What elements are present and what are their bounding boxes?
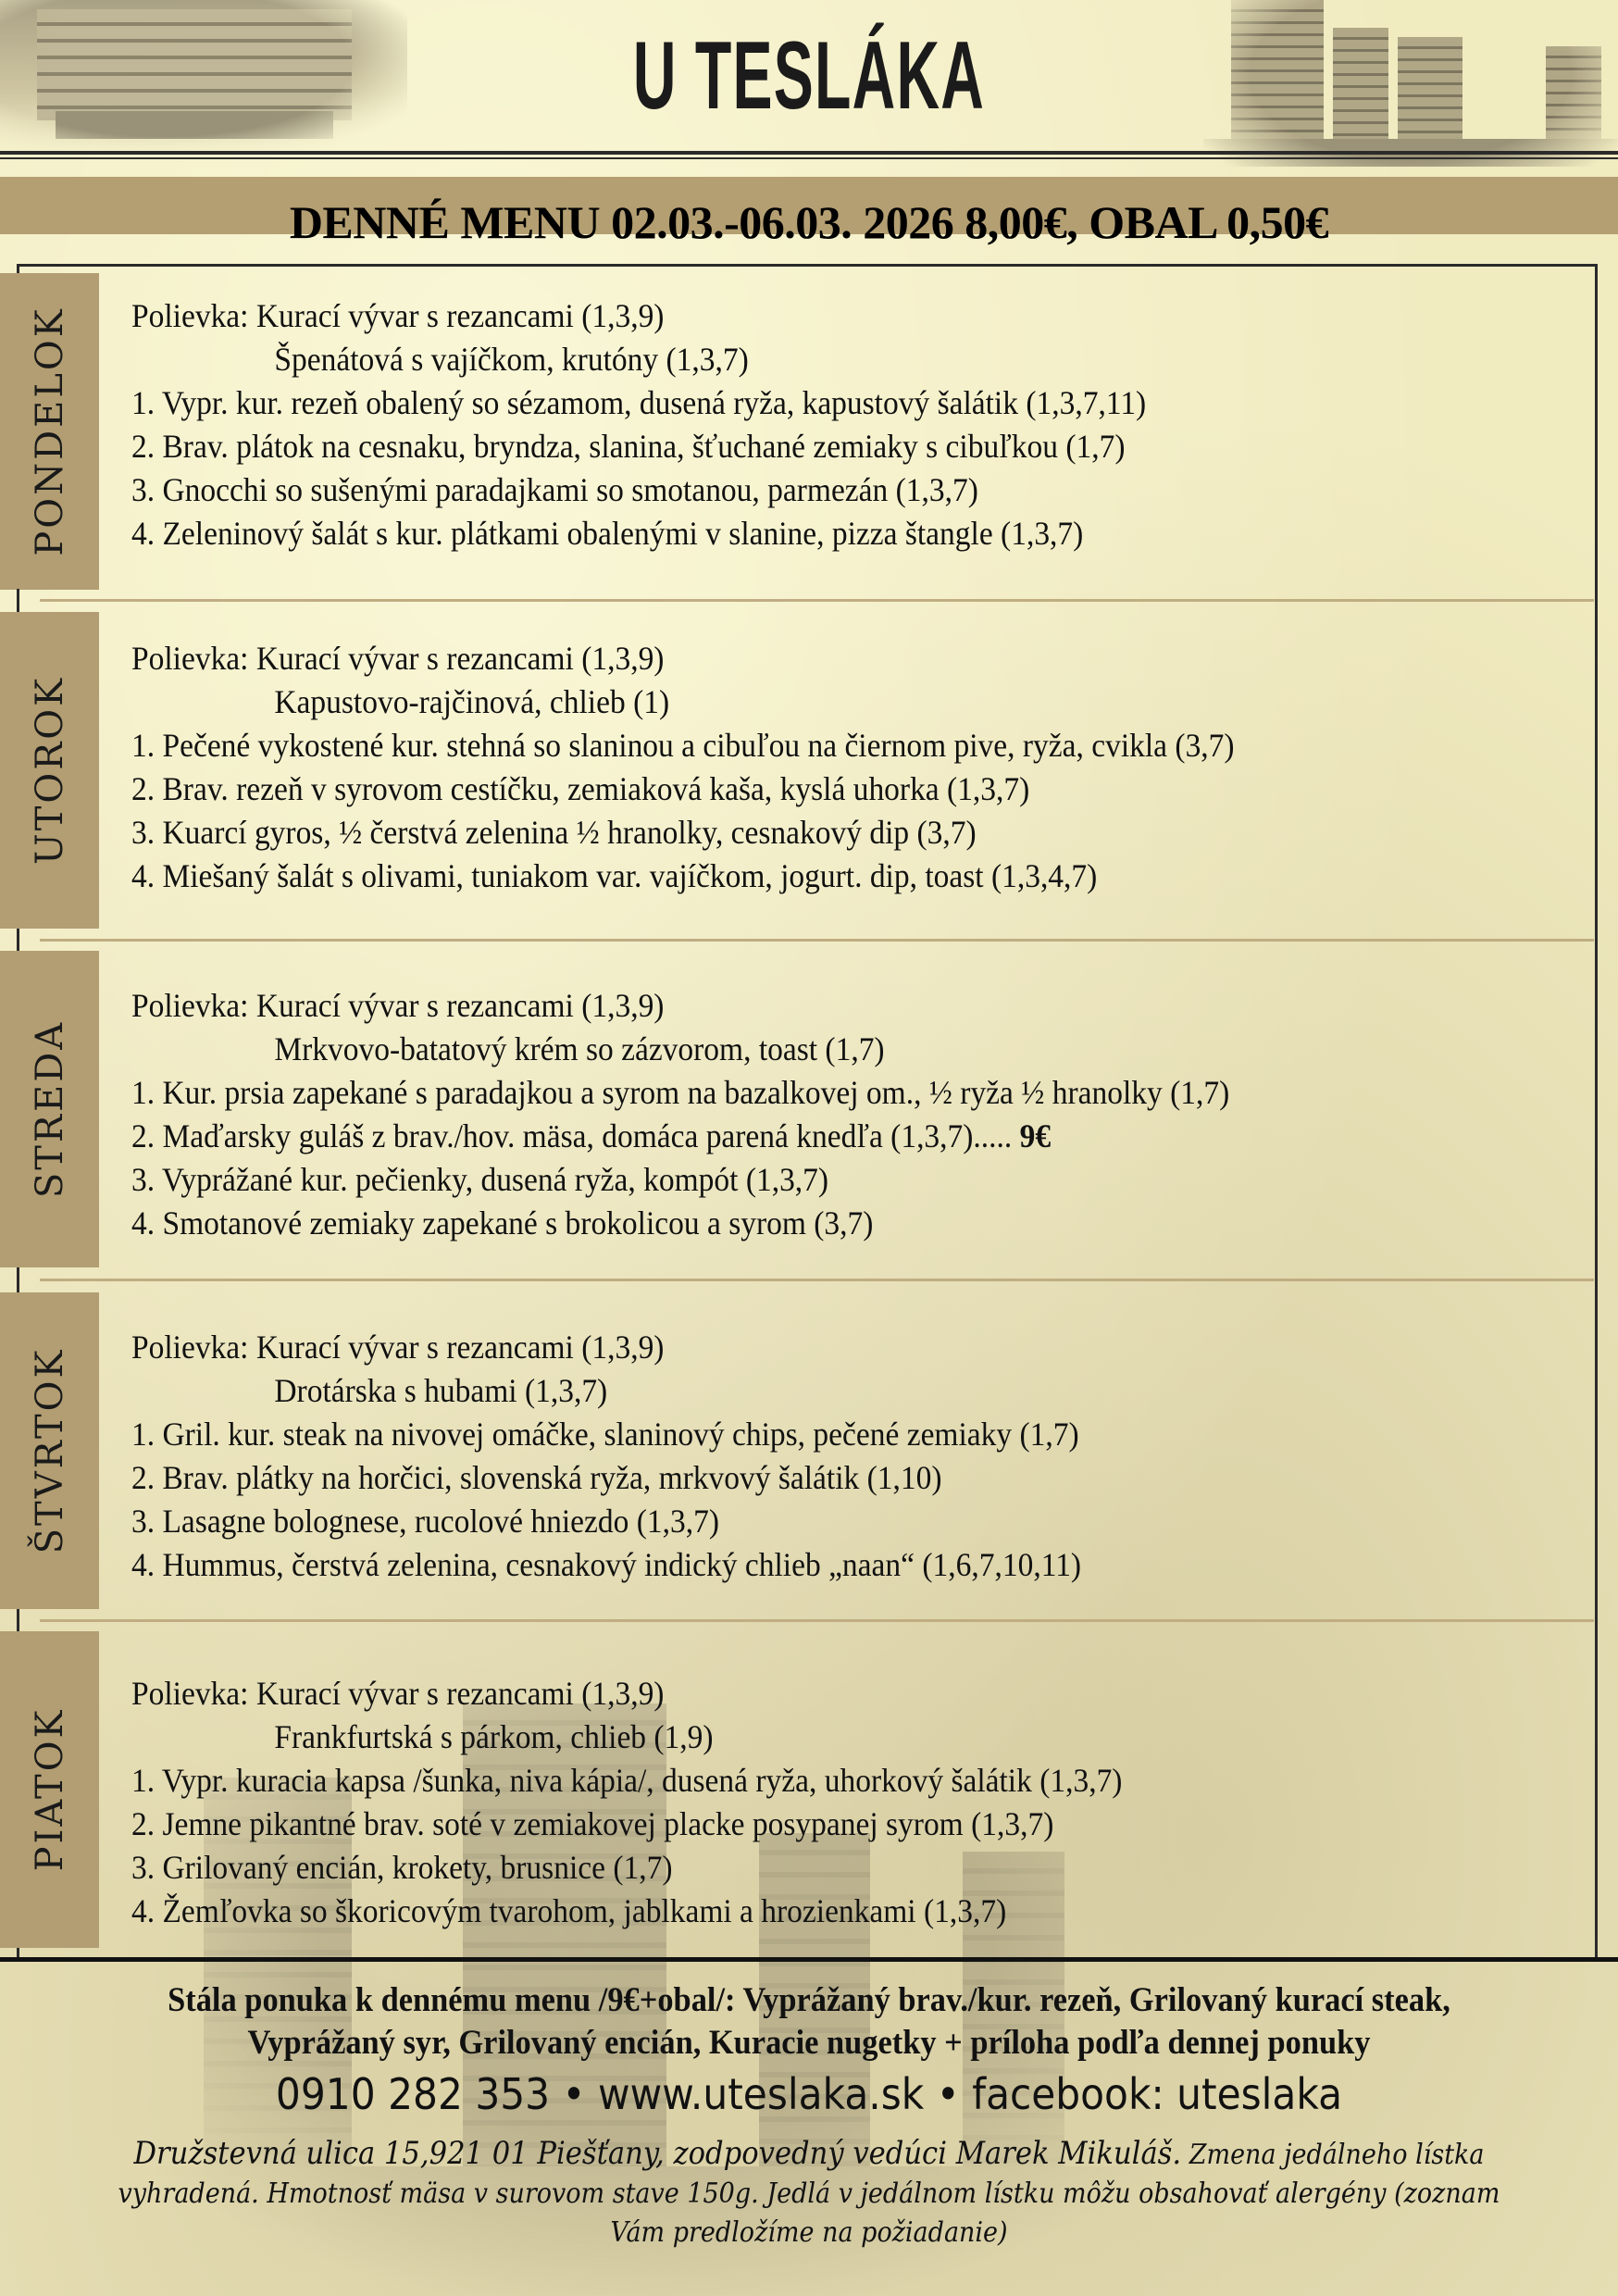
meal-item: 4. Hummus, čerstvá zelenina, cesnakový indický chlieb „naan“ (1,6,7,10,11) (131, 1546, 1082, 1583)
contact-line (65, 2066, 1553, 2122)
soup-item: Kurací vývar s rezancami (1,3,9) (255, 640, 665, 677)
separator-tick (17, 1609, 19, 1633)
day-tab (0, 1292, 99, 1609)
meal-item: 1. Vypr. kur. rezeň obalený so sézamom, dusená ryža, kapustový šalátik (1,3,7,11) (131, 384, 1147, 421)
header-rule (0, 151, 1618, 155)
meal-item: 3. Lasagne bolognese, rucolové hniezdo (1,3,7) (131, 1503, 720, 1540)
day-tab (0, 612, 99, 929)
standing-offer-line: Stála ponuka k dennému menu /9€+obal/: Vyprážaný brav./kur. rezeň, Grilovaný kurací steak, (168, 1981, 1450, 2019)
soup-label: Polievka: (131, 987, 249, 1024)
separator-tick (17, 1268, 19, 1292)
notice-text: Zmena jedálneho lístka vyhradená. Hmotnosť mäsa v surovom stave 150g. Jedlá v jedálnom lístku môžu obsahovať alergény (zoznam Vám predložíme na požiadanie) (118, 2139, 1500, 2249)
restaurant-logo: U TESLÁKA (632, 22, 986, 130)
soup-item: Kurací vývar s rezancami (1,3,9) (255, 987, 665, 1024)
day-name: PONDELOK (28, 306, 71, 556)
soup-line (131, 680, 1235, 724)
bullet-separator: • (936, 2069, 960, 2119)
soup-item: Drotárska s hubami (1,3,7) (274, 1372, 608, 1409)
website-link[interactable]: www.uteslaka.sk (597, 2069, 925, 2119)
meal-item: 1. Gril. kur. steak na nivovej omáčke, slaninový chips, pečené zemiaky (1,7) (131, 1416, 1079, 1453)
legal-notice (114, 2134, 1503, 2252)
soup-line (131, 984, 1229, 1028)
day-menu (131, 1672, 1122, 1933)
day-separator (40, 599, 1594, 602)
bullet-separator: • (562, 2069, 586, 2119)
meal-item: 3. Vyprážané kur. pečienky, dusená ryža, kompót (1,3,7) (131, 1161, 829, 1198)
standing-offer (56, 1979, 1562, 2065)
soup-line (131, 1326, 1081, 1369)
soup-item: Mrkvovo-batatový krém so zázvorom, toast (1,7) (274, 1030, 885, 1067)
day-tab (0, 1631, 99, 1948)
soup-line (131, 294, 1146, 338)
meal-item: 3. Kuarcí gyros, ½ čerstvá zelenina ½ hranolky, cesnakový dip (3,7) (131, 814, 977, 851)
header-rule-thin (0, 157, 1618, 159)
day-tab (0, 273, 99, 590)
day-name: UTOROK (28, 676, 71, 865)
day-menu (131, 294, 1146, 555)
meal-item: 2. Brav. rezeň v syrovom cestíčku, zemiaková kaša, kyslá uhorka (1,3,7) (131, 770, 1030, 807)
meal-item: 4. Miešaný šalát s olivami, tuniakom var. vajíčkom, jogurt. dip, toast (1,3,4,7) (131, 857, 1098, 894)
soup-item: Kurací vývar s rezancami (1,3,9) (255, 1675, 665, 1712)
separator-tick (17, 589, 19, 613)
menu-box-bottom-rule (0, 1957, 1618, 1962)
meal-text: 2. Maďarsky guláš z brav./hov. mäsa, domáca parená knedľa (1,3,7)..... (131, 1117, 1013, 1154)
soup-line (131, 1028, 1229, 1071)
day-separator (40, 1279, 1594, 1281)
soup-label: Polievka: (131, 297, 249, 334)
standing-offer-line: Vyprážaný syr, Grilovaný encián, Kuracie nugetky + príloha podľa dennej ponuky (247, 2024, 1371, 2062)
meal-item: 4. Zeleninový šalát s kur. plátkami obalenými v slanine, pizza štangle (1,3,7) (131, 515, 1084, 552)
menu-title: DENNÉ MENU 02.03.-06.03. 2026 8,00€, OBAL 0,50€ (289, 196, 1329, 248)
meal-item: 1. Kur. prsia zapekané s paradajkou a syrom na bazalkovej om., ½ ryža ½ hranolky (1,7) (131, 1074, 1230, 1111)
meal-item (131, 1115, 1229, 1158)
facebook-link[interactable]: facebook: uteslaka (972, 2069, 1343, 2119)
meal-item: 1. Vypr. kuracia kapsa /šunka, niva kápia/, dusená ryža, uhorkový šalátik (1,3,7) (131, 1762, 1123, 1799)
soup-item: Kurací vývar s rezancami (1,3,9) (255, 1329, 665, 1366)
soup-line (131, 338, 1146, 381)
day-name: STREDA (28, 1019, 71, 1199)
meal-item: 2. Brav. plátok na cesnaku, bryndza, slanina, šťuchané zemiaky s cibuľkou (1,7) (131, 428, 1126, 465)
soup-label: Polievka: (131, 640, 249, 677)
phone-number[interactable]: 0910 282 353 (275, 2069, 551, 2119)
day-menu (131, 1326, 1081, 1587)
soup-line (131, 1716, 1122, 1759)
day-separator (40, 939, 1594, 942)
soup-item: Frankfurtská s párkom, chlieb (1,9) (274, 1718, 714, 1755)
soup-item: Špenátová s vajíčkom, krutóny (1,3,7) (274, 341, 749, 378)
meal-price: 9€ (1019, 1117, 1052, 1154)
day-menu (131, 637, 1235, 898)
address-text: Družstevná ulica 15,921 01 Piešťany, zodpovedný vedúci Marek Mikuláš. (133, 2135, 1182, 2172)
soup-label: Polievka: (131, 1329, 249, 1366)
separator-tick (17, 929, 19, 953)
meal-item: 2. Brav. plátky na horčici, slovenská ryža, mrkvový šalátik (1,10) (131, 1459, 942, 1496)
meal-item: 1. Pečené vykostené kur. stehná so slaninou a cibuľou na čiernom pive, ryža, cvikla (3,7) (131, 727, 1235, 764)
meal-item: 4. Žemľovka so škoricovým tvarohom, jablkami a hrozienkami (1,3,7) (131, 1892, 1007, 1929)
day-menu (131, 984, 1229, 1245)
soup-item: Kurací vývar s rezancami (1,3,9) (255, 297, 665, 334)
meal-item: 2. Jemne pikantné brav. soté v zemiakovej placke posypanej syrom (1,3,7) (131, 1805, 1054, 1842)
meal-item: 3. Grilovaný encián, krokety, brusnice (1,7) (131, 1849, 673, 1886)
soup-line (131, 1672, 1122, 1716)
day-separator (40, 1619, 1594, 1622)
meal-item: 4. Smotanové zemiaky zapekané s brokolicou a syrom (3,7) (131, 1204, 874, 1242)
soup-line (131, 1369, 1081, 1413)
day-tab (0, 951, 99, 1267)
day-name: PIATOK (28, 1707, 71, 1872)
meal-item: 3. Gnocchi so sušenými paradajkami so smotanou, parmezán (1,3,7) (131, 471, 978, 508)
day-name: ŠTVRTOK (28, 1347, 71, 1554)
soup-line (131, 637, 1235, 680)
soup-item: Kapustovo-rajčinová, chlieb (1) (274, 683, 670, 720)
soup-label: Polievka: (131, 1675, 249, 1712)
